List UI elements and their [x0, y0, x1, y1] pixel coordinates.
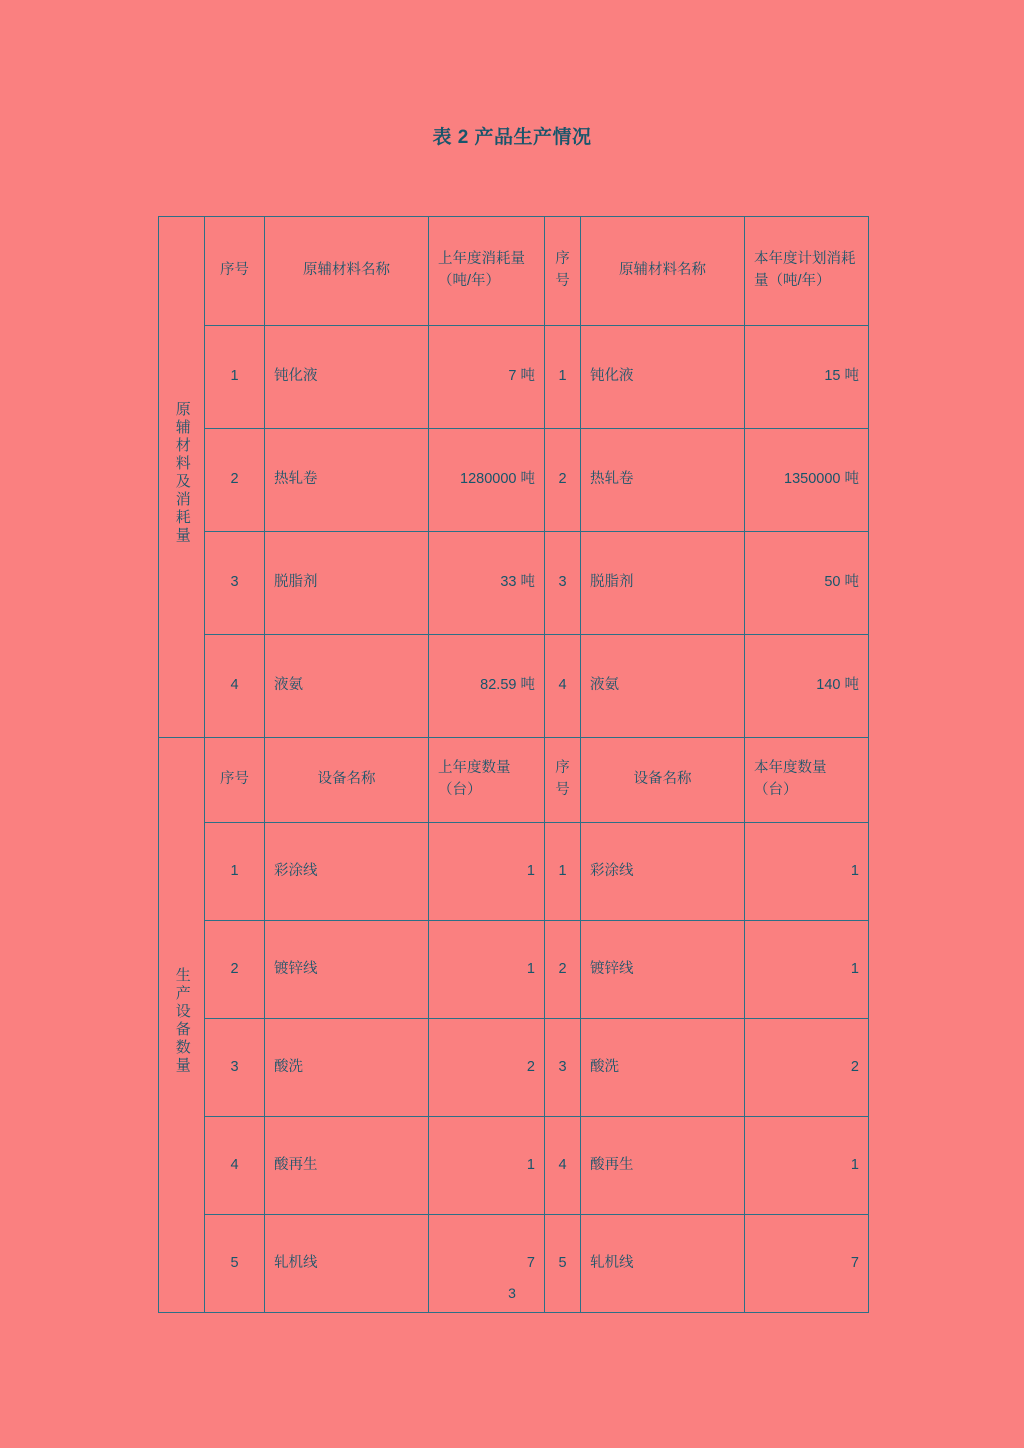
column-header: 上年度消耗量（吨/年）: [429, 217, 545, 326]
column-header: 序号: [205, 217, 265, 326]
row-index: 2: [205, 921, 265, 1019]
equipment-name: 镀锌线: [581, 921, 745, 1019]
this-year-plan: 50 吨: [745, 532, 869, 635]
last-year-consumption: 82.59 吨: [429, 635, 545, 738]
this-year-count: 7: [745, 1215, 869, 1313]
equipment-name: 酸再生: [265, 1117, 429, 1215]
last-year-count: 7: [429, 1215, 545, 1313]
row-index: 1: [545, 326, 581, 429]
equipment-name: 轧机线: [265, 1215, 429, 1313]
this-year-plan: 140 吨: [745, 635, 869, 738]
last-year-count: 1: [429, 921, 545, 1019]
row-index: 2: [545, 921, 581, 1019]
this-year-plan: 15 吨: [745, 326, 869, 429]
table-row: [159, 921, 869, 1019]
table-row: [159, 635, 869, 738]
last-year-consumption: 7 吨: [429, 326, 545, 429]
column-header: 设备名称: [581, 738, 745, 823]
column-header: 设备名称: [265, 738, 429, 823]
page-number: 3: [508, 1285, 516, 1301]
this-year-count: 2: [745, 1019, 869, 1117]
section-label-materials: 原辅材料及消耗量: [159, 217, 205, 738]
material-name: 液氨: [581, 635, 745, 738]
table-row: [159, 1019, 869, 1117]
material-name: 钝化液: [581, 326, 745, 429]
column-header: 本年度数量（台）: [745, 738, 869, 823]
table-row: [159, 217, 869, 326]
equipment-name: 镀锌线: [265, 921, 429, 1019]
table-row: [159, 1117, 869, 1215]
row-index: 5: [205, 1215, 265, 1313]
row-index: 3: [205, 532, 265, 635]
material-name: 热轧卷: [581, 429, 745, 532]
equipment-name: 酸再生: [581, 1117, 745, 1215]
equipment-name: 彩涂线: [581, 823, 745, 921]
equipment-name: 轧机线: [581, 1215, 745, 1313]
material-name: 钝化液: [265, 326, 429, 429]
this-year-count: 1: [745, 823, 869, 921]
table-row: [159, 823, 869, 921]
material-name: 热轧卷: [265, 429, 429, 532]
table-row: [159, 326, 869, 429]
row-index: 4: [205, 1117, 265, 1215]
section-label-equipment: 生产设备数量: [159, 738, 205, 1313]
column-header: 序号: [545, 738, 581, 823]
column-header: 原辅材料名称: [581, 217, 745, 326]
row-index: 3: [545, 1019, 581, 1117]
material-name: 液氨: [265, 635, 429, 738]
page-title: 表 2 产品生产情况: [432, 127, 592, 148]
equipment-name: 酸洗: [581, 1019, 745, 1117]
last-year-count: 1: [429, 823, 545, 921]
column-header: 本年度计划消耗量（吨/年）: [745, 217, 869, 326]
column-header: 原辅材料名称: [265, 217, 429, 326]
table-row: [159, 532, 869, 635]
table-row: [159, 429, 869, 532]
row-index: 4: [205, 635, 265, 738]
last-year-consumption: 33 吨: [429, 532, 545, 635]
column-header: 序号: [545, 217, 581, 326]
last-year-count: 1: [429, 1117, 545, 1215]
row-index: 3: [205, 1019, 265, 1117]
row-index: 2: [205, 429, 265, 532]
row-index: 2: [545, 429, 581, 532]
row-index: 1: [205, 823, 265, 921]
equipment-name: 酸洗: [265, 1019, 429, 1117]
row-index: 4: [545, 635, 581, 738]
column-header: 序号: [205, 738, 265, 823]
production-table: [158, 216, 869, 1313]
this-year-count: 1: [745, 921, 869, 1019]
material-name: 脱脂剂: [581, 532, 745, 635]
material-name: 脱脂剂: [265, 532, 429, 635]
last-year-consumption: 1280000 吨: [429, 429, 545, 532]
row-index: 1: [205, 326, 265, 429]
row-index: 5: [545, 1215, 581, 1313]
this-year-plan: 1350000 吨: [745, 429, 869, 532]
this-year-count: 1: [745, 1117, 869, 1215]
row-index: 4: [545, 1117, 581, 1215]
row-index: 1: [545, 823, 581, 921]
column-header: 上年度数量（台）: [429, 738, 545, 823]
equipment-name: 彩涂线: [265, 823, 429, 921]
last-year-count: 2: [429, 1019, 545, 1117]
row-index: 3: [545, 532, 581, 635]
table-row: [159, 738, 869, 823]
